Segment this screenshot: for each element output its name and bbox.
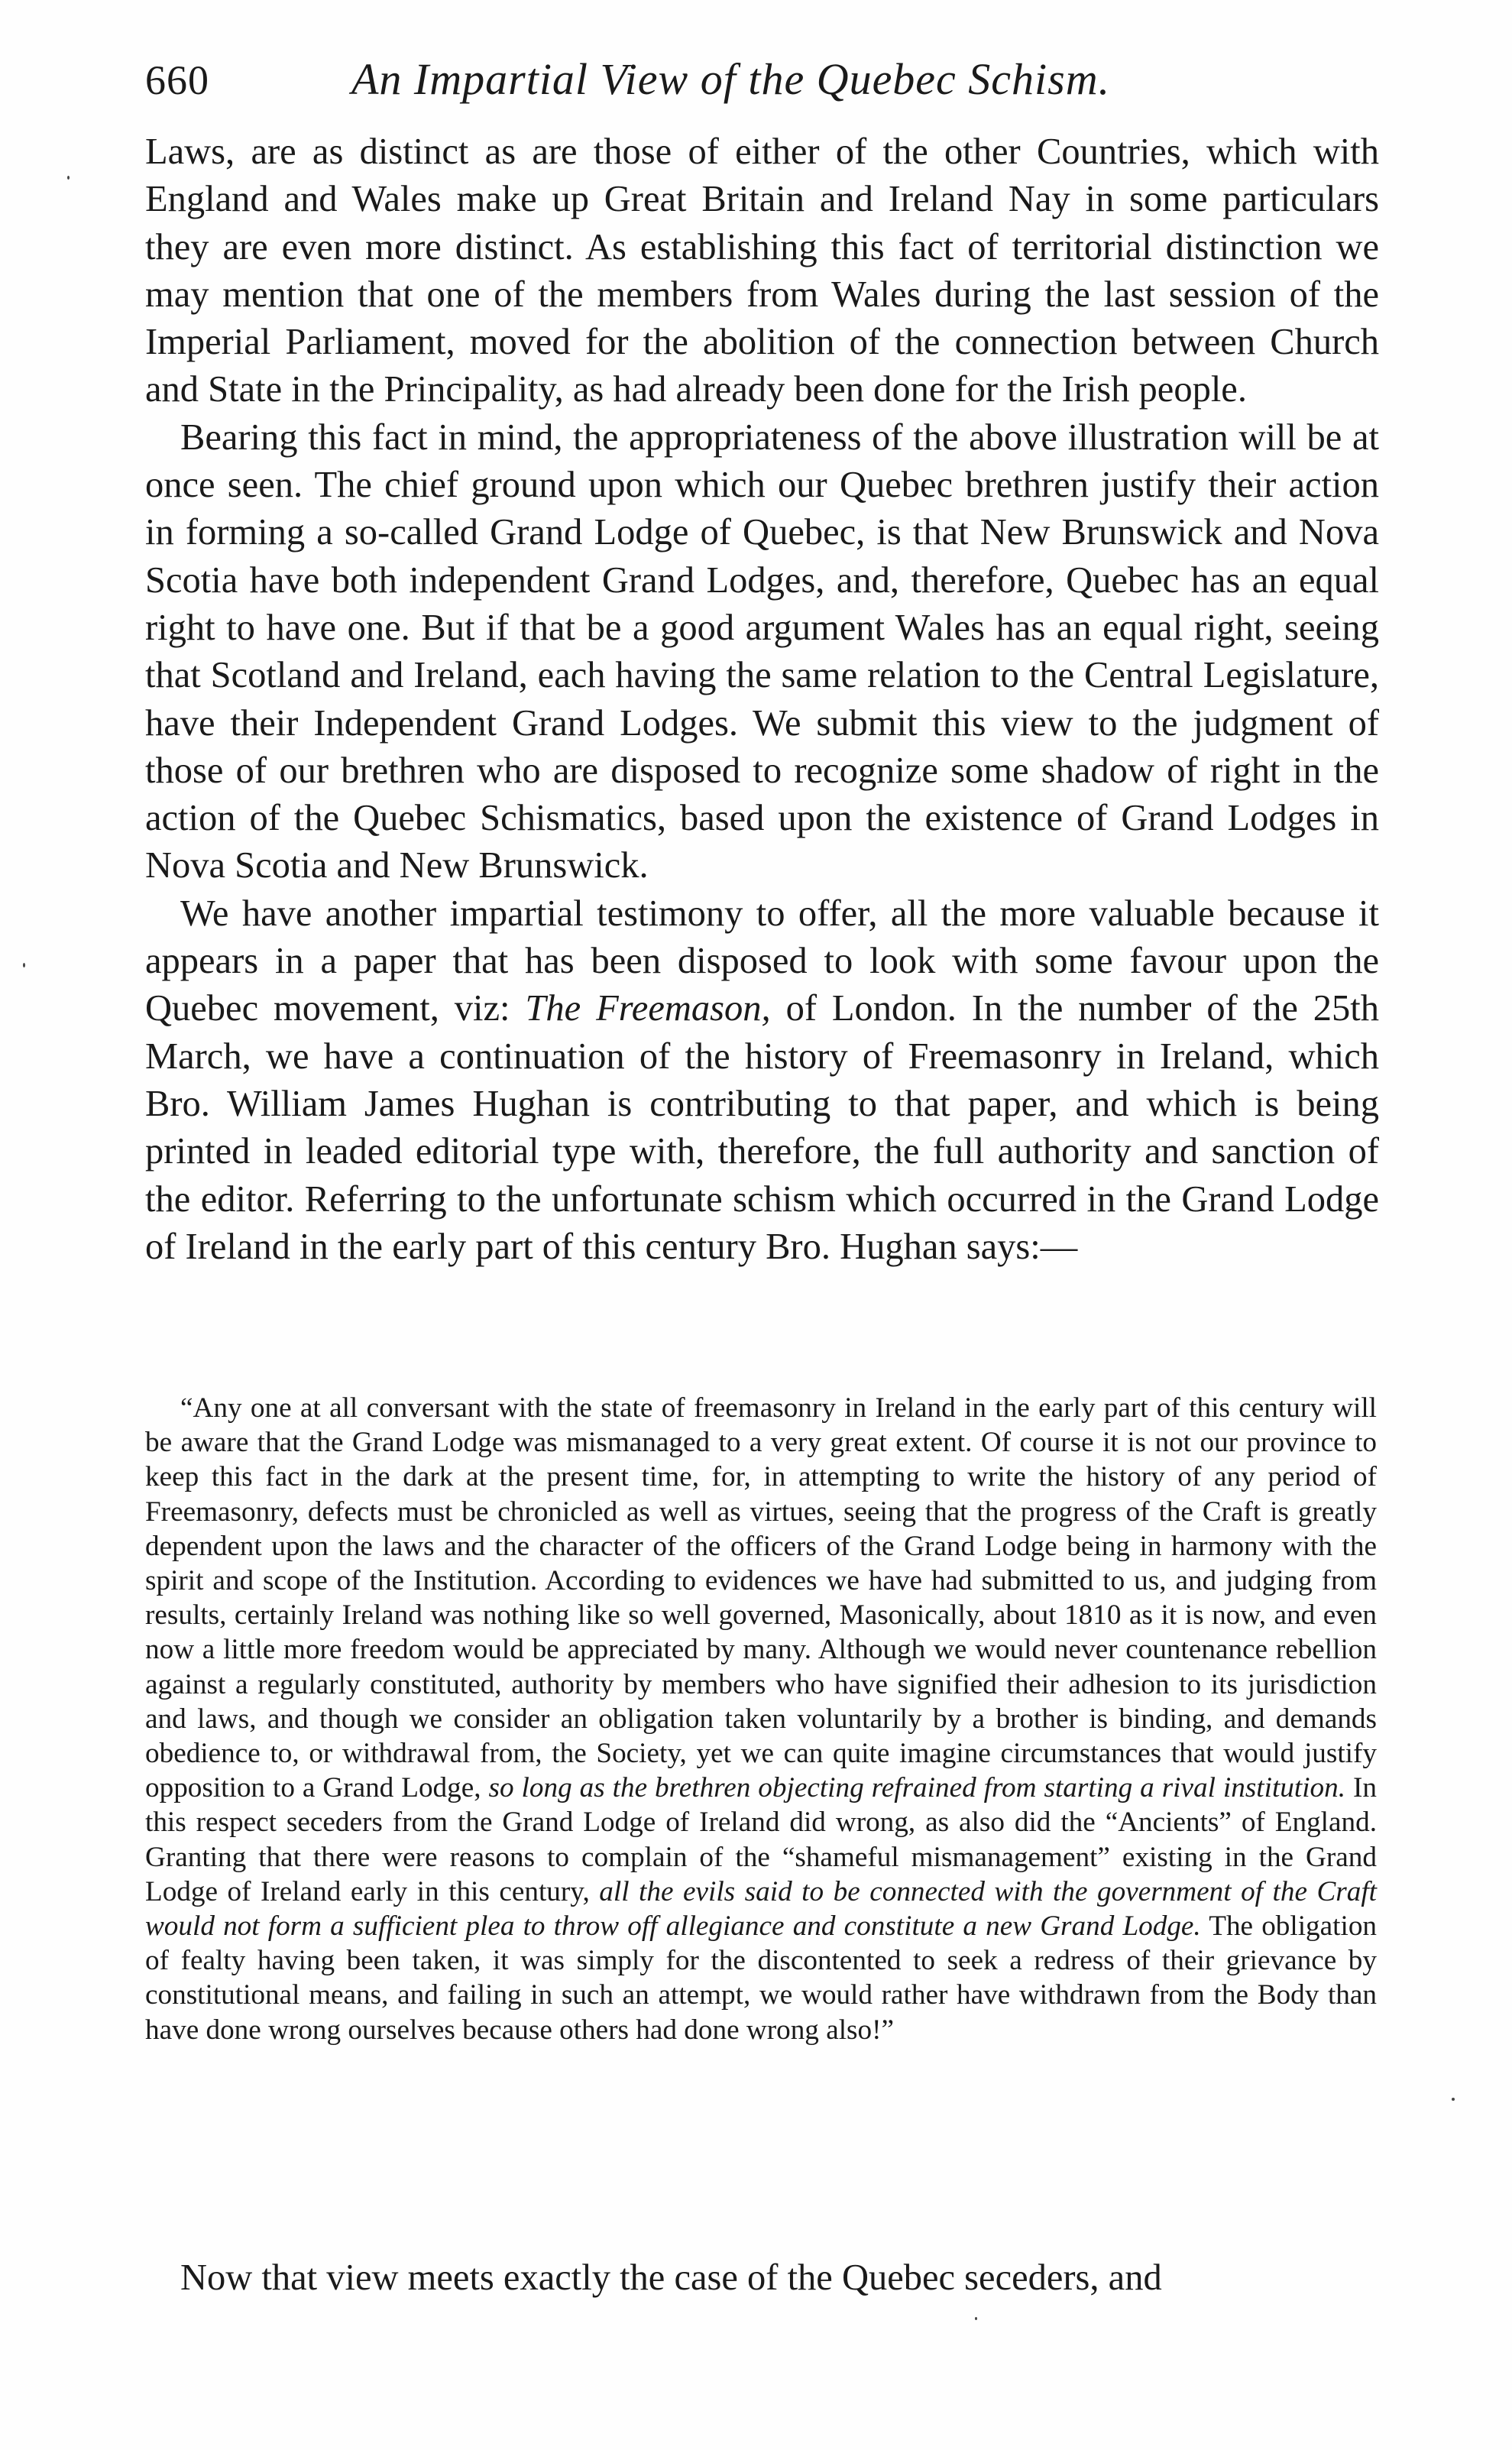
running-title: An Impartial View of the Quebec Schism. [351,54,1111,104]
paragraph-bearing: Bearing this fact in mind, the appropriateness of the above illustration will be at once seen. The chief ground upon which our Quebec brethren justify their action in forming a so-called Grand Lodge of Quebec, is that New Brunswick and Nova Scotia have both independent Grand Lodges, and, therefore, Quebec has an equal right to have one. But if that be a good argument Wales has an equal right, seeing that Scotland and Ireland, each having the same relation to the Central Legislature, have their Independent Grand Lodges. We submit this view to the judgment of those of our brethren who are disposed to recognize some shadow of right in the action of the Quebec Schismatics, based upon the existence of Grand Lodges in Nova Scotia and New Brunswick. [145,416,1379,886]
quote-body [145,1391,1377,2047]
quote-italic-1: so long as the brethren objecting refrained from starting a rival institution. [488,1772,1346,1804]
quote-italic-2: all the evils said to be connected with the government of the Craft would not form a sufficient plea to throw off allegiance and constitute a new Grand Lodge. [145,1875,1378,1943]
scan-speck [975,2317,977,2320]
scan-speck [23,963,25,967]
quote-part-2: In this respect seceders from the Grand Lodge of Ireland did wrong, as also did the “Ancients” of England. Granting that there were reasons to complain of the “shameful mismanagement” existing in the Grand Lodge of Ireland early in this century, [145,1772,1377,1907]
quote-part-3: The obligation of fealty having been taken, it was simply for the discontented to seek a redress of their grievance by constitutional means, and failing in such an attempt, we would rather have withdrawn from the Body than have done wrong ourselves because others had done wrong also!” [145,1910,1378,2046]
paragraph-testimony-intro: We have another impartial testimony to offer, all the more valuable because it appears in a paper that has been disposed to look with some favour upon the Quebec movement, viz: [145,893,1379,1029]
publication-title: The Freemason, [525,988,771,1029]
running-header [145,50,1368,119]
paragraph-testimony [145,890,1379,1271]
scan-speck [67,176,70,180]
body-text [145,128,1379,1271]
block-quote [145,1391,1377,2047]
quote-part-1: “Any one at all conversant with the state of freemasonry in Ireland in the early part of this century will be aware that the Grand Lodge was mismanaged to a very great extent. Of course it is not our province to keep this fact in the dark at the present time, for, in attempting to write the history of any period of Freemasonry, defects must be chronicled as well as virtues, seeing that the progress of the Craft is greatly dependent upon the laws and the character of the officers of the Grand Lodge being in harmony with the spirit and scope of the Institution. According to evidences we have had submitted to us, and judging from results, certainly Ireland was nothing like so well governed, Masonically, about 1810 as it is now, and even now a little more freedom would be appreciated by many. Although we would never countenance rebellion against a regularly constituted, authority by members who have signified their adhesion to its jurisdiction and laws, and though we consider an obligation taken voluntarily by a brother is binding, and demands obedience to, or withdrawal from, the Society, yet we can quite imagine circumstances that would justify opposition to a Grand Lodge, [145,1392,1377,1804]
paragraph-continued: Laws, are as distinct as are those of either of the other Countries, which with England and Wales make up Great Britain and Ireland Nay in some particulars they are even more distinct. As establishing this fact of territorial distinction we may mention that one of the members from Wales during the last session of the Imperial Parliament, moved for the abolition of the connection between Church and State in the Principality, as had already been done for the Irish people. [145,131,1379,410]
paragraph-testimony-rest: of London. In the number of the 25th March, we have a continuation of the history of Freemasonry in Ireland, which Bro. William James Hughan is contributing to that paper, and which is being printed in leaded editorial type with, therefore, the full authority and sanction of the editor. Referring to the unfortunate schism which occurred in the Grand Lodge of Ireland in the early part of this century Bro. Hughan says:— [145,988,1380,1267]
page-number: 660 [145,57,209,103]
closing-line: Now that view meets exactly the case of the Quebec seceders, and [180,2257,1162,2298]
scan-speck [1452,2098,1455,2101]
